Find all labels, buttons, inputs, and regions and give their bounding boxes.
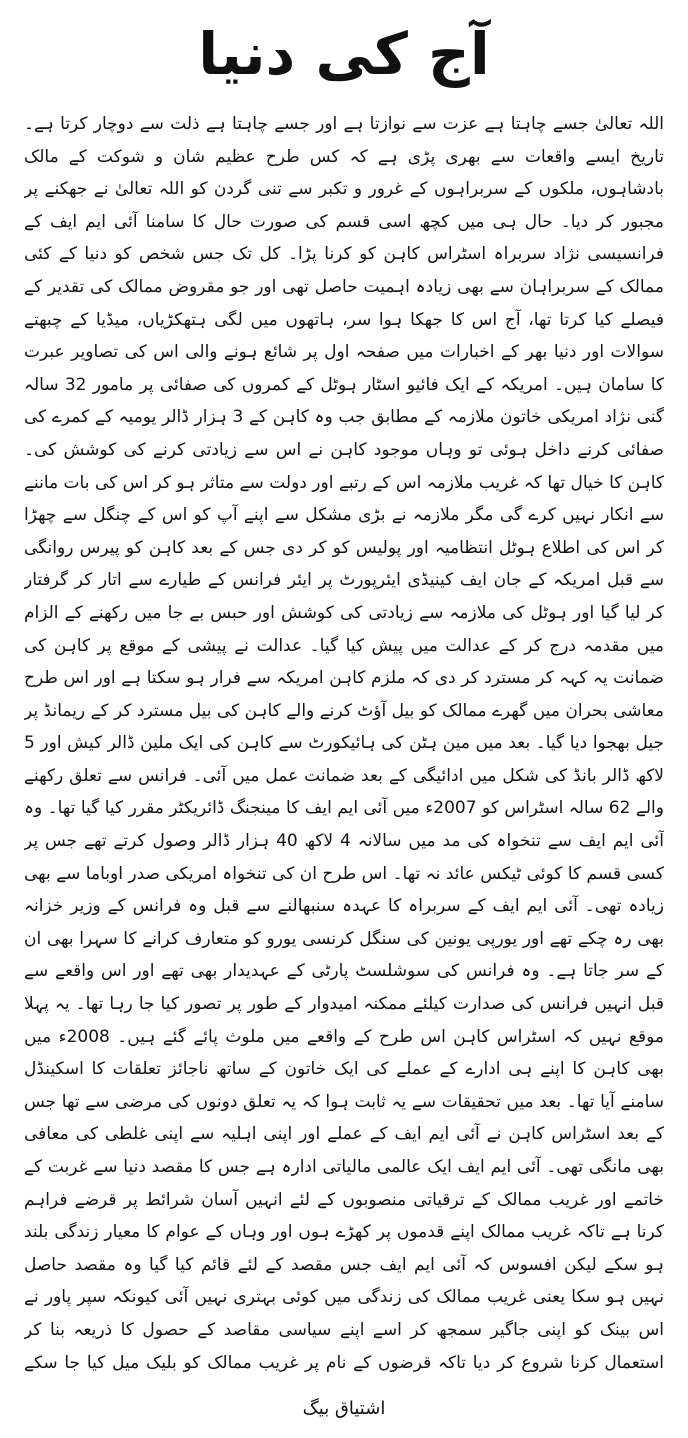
article-body: اللہ تعالیٰ جسے چاہتا ہے عزت سے نوازتا ہے اور جسے چاہتا ہے ذلت سے دوچار کرتا ہے۔ تاریخ ایسے واقعات سے بھری پڑی ہے کہ کس طرح عظیم شان و شوکت کے مالک بادشاہوں، ملکوں کے سربراہوں کے غرور و تکبر سے تنی گردن کو اللہ تعالیٰ نے جھکنے پر مجبور کر دیا۔ حال ہی میں کچھ اسی قسم کی صورت حال کا سامنا آئی ایم ایف کے فرانسیسی نژاد سربراہ اسٹراس کاہن کو کرنا پڑا۔ کل تک جس شخص کو دنیا کے کئی ممالک کے سربراہان سے بھی زیادہ اہمیت حاصل تھی اور جو مقروض ممالک کی تقدیر کے فیصلے کیا کرتا تھا، آج اس کا جھکا ہوا سر، ہاتھوں میں لگی ہتھکڑیاں، میڈیا کے چبھتے سوالات اور دنیا بھر کے اخبارات میں صفحہ اول پر شائع ہونے والی اس کی تصاویر عبرت کا سامان ہیں۔ امریکہ کے ایک فائیو اسٹار ہوٹل کے کمروں کی صفائی پر مامور 32 سالہ گنی نژاد امریکی خاتون ملازمہ کے مطابق جب وہ کاہن کے 3 ہزار ڈالر یومیہ کے کمرے کی صفائی کرنے داخل ہوئی تو وہاں موجود کاہن نے اس سے زیادتی کرنے کی کوشش کی۔ کاہن کا خیال تھا کہ غریب ملازمہ اس کے رتبے اور دولت سے متاثر ہو کر اس کی بات ماننے سے انکار نہیں کرے گی مگر ملازمہ نے بڑی مشکل سے اپنے آپ کو اس کے چنگل سے چھڑا کر اس کی اطلاع ہوٹل انتظامیہ اور پولیس کو کر دی جس کے بعد کاہن کو پیرس روانگی سے قبل امریکہ کے جان ایف کینیڈی ایئرپورٹ پر ایئر فرانس کے طیارے سے اتار کر گرفتار کر لیا گیا اور ہوٹل کی ملازمہ سے زیادتی کی کوشش اور حبس بے جا میں رکھنے کے الزام میں مقدمہ درج کر کے عدالت میں پیش کیا گیا۔ عدالت نے پیشی کے موقع پر کاہن کی ضمانت یہ کہہ کر مسترد کر دی کہ ملزم کاہن امریکہ سے فرار ہو سکتا ہے اور اس طرح معاشی بحران میں گھرے ممالک کو بیل آؤٹ کرنے والے کاہن کی بیل مسترد کر کے ریمانڈ پر جیل بھجوا دیا گیا۔ بعد میں مین ہٹن کی ہائیکورٹ سے کاہن کی ایک ملین ڈالر کیش اور 5 لاکھ ڈالر بانڈ کی شکل میں ادائیگی کے بعد ضمانت عمل میں آئی۔ فرانس سے تعلق رکھنے والے 62 سالہ اسٹراس کو 2007ء میں آئی ایم ایف کا مینجنگ ڈائریکٹر مقرر کیا گیا تھا۔ وہ آئی ایم ایف سے تنخواہ کی مد میں سالانہ 4 لاکھ 40 ہزار ڈالر وصول کرتے تھے جس پر کسی قسم کا کوئی ٹیکس عائد نہ تھا۔ اس طرح ان کی تنخواہ امریکی صدر اوباما سے بھی زیادہ تھی۔ آئی ایم ایف کے سربراہ کا عہدہ سنبھالنے سے قبل وہ فرانس کے وزیر خزانہ بھی رہ چکے تھے اور یورپی یونین کی سنگل کرنسی یورو کو متعارف کرانے کا سہرا بھی ان کے سر جاتا ہے۔ وہ فرانس کی سوشلسٹ پارٹی کے عہدیدار بھی تھے اور اس واقعے سے قبل انہیں فرانس کی صدارت کیلئے ممکنہ امیدوار کے طور پر تصور کیا جا رہا تھا۔ یہ پہلا موقع نہیں کہ اسٹراس کاہن اس طرح کے واقعے میں ملوث پائے گئے ہیں۔ 2008ء میں بھی کاہن کا اپنے ہی ادارے کے عملے کی ایک خاتون کے ساتھ ناجائز تعلقات کا اسکینڈل سامنے آیا تھا۔ بعد میں تحقیقات سے یہ ثابت ہوا کہ یہ تعلق دونوں کی مرضی سے تھا جس کے بعد اسٹراس کاہن نے آئی ایم ایف کے عملے اور اپنی اہلیہ سے اپنی غلطی کی معافی بھی مانگی تھی۔ آئی ایم ایف ایک عالمی مالیاتی ادارہ ہے جس کا مقصد دنیا سے غربت کے خاتمے اور غریب ممالک کے ترقیاتی منصوبوں کے لئے انہیں آسان شرائط پر قرضے فراہم کرنا ہے تاکہ غریب ممالک اپنے قدموں پر کھڑے ہوں اور وہاں کے عوام کا معیار زندگی بلند ہو سکے لیکن افسوس کہ آئی ایم ایف جس مقصد کے لئے قائم کیا گیا وہ مقصد حاصل نہیں ہو سکا یعنی غریب ممالک کی زندگی میں کوئی بہتری نہیں آئی کیونکہ سپر پاور نے اس بینک کو اپنی جاگیر سمجھ کر اسے اپنے سیاسی مقاصد کے حصول کا ذریعہ بنا کر استعمال کرنا شروع کر دیا تاکہ قرضوں کے نام پر غریب ممالک کو بلیک میل کیا جا سکے <box>24 114 664 1373</box>
article-author: اشتیاق بیگ <box>302 1398 386 1419</box>
article-title: آج کی دنیا <box>198 20 490 88</box>
